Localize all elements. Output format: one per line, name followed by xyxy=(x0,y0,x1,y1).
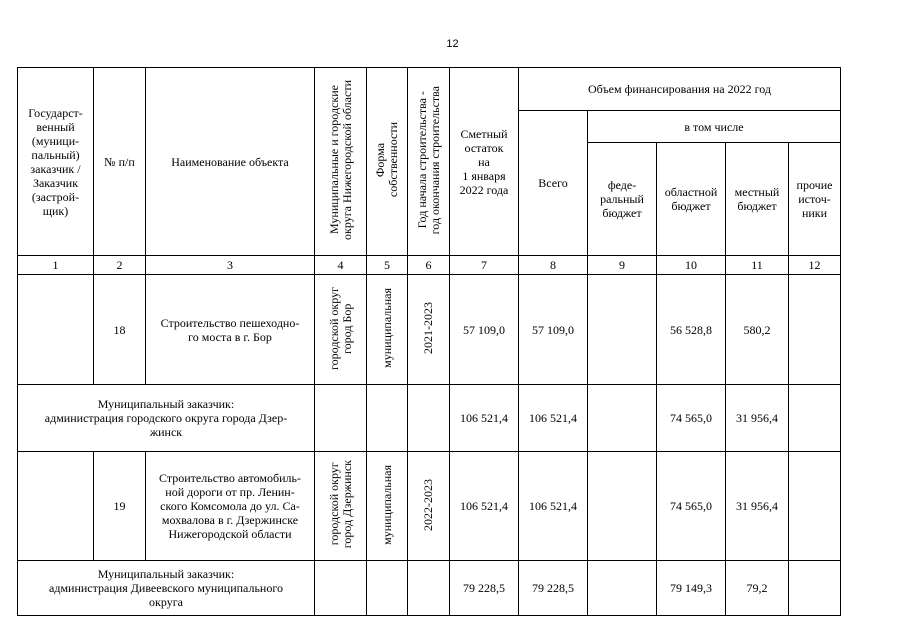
header-years: Год начала строительства - год окончания строительства xyxy=(414,85,442,235)
construction-years: 2021-2023 xyxy=(421,302,435,354)
financing-table xyxy=(17,67,841,616)
column-number: 6 xyxy=(408,256,450,275)
balance-value: 79 228,5 xyxy=(450,561,519,616)
regional-value: 79 149,3 xyxy=(657,561,726,616)
total-value: 106 521,4 xyxy=(519,385,588,452)
local-value: 31 956,4 xyxy=(726,385,789,452)
other-value xyxy=(789,561,841,616)
balance-value: 106 521,4 xyxy=(450,452,519,561)
column-number: 5 xyxy=(367,256,408,275)
local-value: 79,2 xyxy=(726,561,789,616)
column-number: 12 xyxy=(789,256,841,275)
federal-value xyxy=(588,561,657,616)
column-number: 9 xyxy=(588,256,657,275)
header-regional: областной бюджет xyxy=(657,143,726,256)
column-number: 3 xyxy=(146,256,315,275)
federal-value xyxy=(588,275,657,385)
municipality-name: городской округ город Бор xyxy=(326,286,354,370)
balance-value: 106 521,4 xyxy=(450,385,519,452)
total-value: 106 521,4 xyxy=(519,452,588,561)
total-value: 57 109,0 xyxy=(519,275,588,385)
table-row xyxy=(18,561,841,616)
page-number: 12 xyxy=(446,38,459,50)
total-value: 79 228,5 xyxy=(519,561,588,616)
header-num: № п/п xyxy=(94,68,146,256)
local-value: 31 956,4 xyxy=(726,452,789,561)
header-municipality: Муниципальные и городские округа Нижегородской области xyxy=(326,80,354,240)
other-value xyxy=(789,452,841,561)
header-ownership: Форма собственности xyxy=(373,122,400,198)
column-number: 1 xyxy=(18,256,94,275)
column-number: 7 xyxy=(450,256,519,275)
header-financing: Объем финансирования на 2022 год xyxy=(519,68,841,111)
table-row xyxy=(18,275,841,385)
object-name: Строительство автомобиль- ной дороги от пр. Ленин- ского Комсомола до ул. Са- мохвалова в г. Дзержинске Нижегородской области xyxy=(146,452,315,561)
column-number: 11 xyxy=(726,256,789,275)
municipality-name: городской округ город Дзержинск xyxy=(326,460,354,549)
column-number: 8 xyxy=(519,256,588,275)
other-value xyxy=(789,385,841,452)
construction-years: 2022-2023 xyxy=(421,478,435,531)
header-other: прочие источ- ники xyxy=(789,143,841,256)
regional-value: 56 528,8 xyxy=(657,275,726,385)
regional-value: 74 565,0 xyxy=(657,385,726,452)
header-local: местный бюджет xyxy=(726,143,789,256)
ownership-form: муниципальная xyxy=(379,288,394,368)
federal-value xyxy=(588,385,657,452)
header-total: Всего xyxy=(519,111,588,256)
table-row xyxy=(18,385,841,452)
ownership-form: муниципальная xyxy=(379,464,394,545)
column-number: 10 xyxy=(657,256,726,275)
other-value xyxy=(789,275,841,385)
header-balance: Сметный остаток на 1 января 2022 года xyxy=(450,68,519,256)
header-including: в том числе xyxy=(588,111,841,143)
federal-value xyxy=(588,452,657,561)
header-customer: Государст- венный (муници- пальный) заказчик / Заказчик (застрой- щик) xyxy=(18,68,94,256)
object-name: Строительство пешеходно- го моста в г. Бор xyxy=(146,275,315,385)
balance-value: 57 109,0 xyxy=(450,275,519,385)
column-number: 2 xyxy=(94,256,146,275)
row-number: 19 xyxy=(94,452,146,561)
table-row xyxy=(18,452,841,561)
column-number: 4 xyxy=(315,256,367,275)
customer-label: Муниципальный заказчик: администрация городского округа города Дзер- жинск xyxy=(18,385,315,452)
header-object: Наименование объекта xyxy=(146,68,315,256)
local-value: 580,2 xyxy=(726,275,789,385)
regional-value: 74 565,0 xyxy=(657,452,726,561)
header-federal: феде- ральный бюджет xyxy=(588,143,657,256)
customer-label: Муниципальный заказчик: администрация Дивеевского муниципального округа xyxy=(18,561,315,616)
row-number: 18 xyxy=(94,275,146,385)
